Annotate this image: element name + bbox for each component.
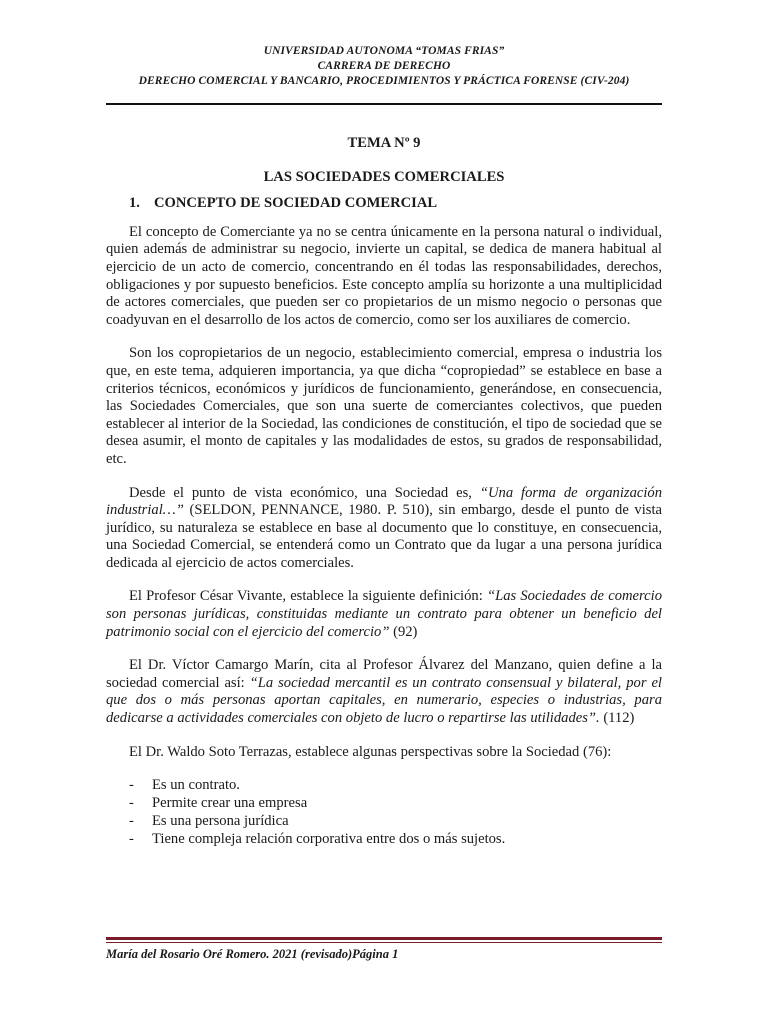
section-number: 1. — [129, 195, 140, 212]
list-marker: - — [129, 795, 134, 812]
page-body — [106, 135, 662, 848]
paragraph-1: El concepto de Comerciante ya no se centra únicamente en la persona natural o individual, quien además de administrar su negocio, invierte un capital, se dedica de manera habitual al ejercicio de un acto de comercio, concentrando en él todas las responsabilidades, derechos, obligaciones y por supuesto beneficios. Este concepto amplía su horizonte a una multiplicidad de actores comerciales, que pueden ser co propietarios de un mismo negocio o personas que coadyuvan en el desarrollo de los actos de comercio, como ser los auxiliares de comercio. — [106, 223, 662, 328]
list-item — [129, 794, 662, 812]
list-marker: - — [129, 831, 134, 848]
page-footer: María del Rosario Oré Romero. 2021 (revisado)Página 1 — [106, 947, 399, 961]
list-marker: - — [129, 813, 134, 830]
paragraph-2: Son los copropietarios de un negocio, establecimiento comercial, empresa o industria los que, en este tema, adquieren importancia, ya que dicha “copropiedad” se establece en base a criterios técnicos, económicos y jurídicos de funcionamiento, generándose, en consecuencia, las Sociedades Comerciales, que son una suerte de comerciantes colectivos, que pueden establecer al interior de la Sociedad, las condiciones de constitución, el tipo de sociedad que se desea asumir, el monto de capitales y las modalidades de estos, su grados de responsabilidad, etc. — [106, 345, 662, 467]
header-university: UNIVERSIDAD AUTONOMA “TOMAS FRIAS” — [263, 45, 505, 57]
paragraph-3 — [106, 485, 662, 573]
paragraph-3-text: Desde el punto de vista económico, una Sociedad es, — [129, 484, 480, 501]
perspectives-list — [106, 776, 662, 848]
paragraph-4 — [106, 588, 662, 641]
footer-divider-thin — [106, 942, 662, 943]
paragraph-5 — [106, 657, 662, 727]
header-course: DERECHO COMERCIAL Y BANCARIO, PROCEDIMIENTOS Y PRÁCTICA FORENSE (CIV-204) — [138, 75, 630, 87]
paragraph-4-quote: “Las Sociedades de comercio son personas jurídicas, constituidas mediante un contrato para obtener un beneficio del patrimonio social con el ejercicio del comercio” — [106, 588, 662, 640]
list-marker: - — [129, 777, 134, 794]
paragraph-6: El Dr. Waldo Soto Terrazas, establece algunas perspectivas sobre la Sociedad (76): — [129, 743, 612, 760]
list-item — [129, 812, 662, 830]
list-item-text: Es un contrato. — [152, 777, 240, 794]
header-divider — [106, 103, 662, 105]
list-item-text: Es una persona jurídica — [152, 813, 289, 830]
list-item-text: Tiene compleja relación corporativa entre dos o más sujetos. — [152, 831, 506, 848]
section-heading — [129, 195, 662, 213]
paragraph-5-quote: “La sociedad mercantil es un contrato consensual y bilateral, por el que dos o más personas aportan capitales, en numerario, especies o industrias, para dedicarse a actividades comerciales con objeto de lucro o repartirse las utilidades”. — [106, 674, 662, 727]
topic-number: TEMA Nº 9 — [347, 135, 421, 151]
list-item — [129, 830, 662, 848]
list-item — [129, 776, 662, 794]
topic-title: LAS SOCIEDADES COMERCIALES — [263, 168, 505, 185]
paragraph-5-citation: (112) — [599, 710, 635, 727]
page-header — [106, 44, 662, 89]
header-career: CARRERA DE DERECHO — [317, 60, 451, 72]
paragraph-3-text-cont: (SELDON, PENNANCE, 1980. P. 510), sin embargo, desde el punto de vista jurídico, su naturaleza se establece en base al documento que lo constituye, en consecuencia, una Sociedad Comercial, se entenderá como un Contrato que da lugar a una persona jurídica dedicada al ejercicio de actos comerciales. — [106, 502, 662, 571]
section-title: CONCEPTO DE SOCIEDAD COMERCIAL — [154, 195, 438, 212]
paragraph-3-quote: “Una forma de organización industrial…” — [106, 484, 662, 519]
paragraph-5-text: El Dr. Víctor Camargo Marín, cita al Profesor Álvarez del Manzano, quien define a la sociedad comercial así: — [106, 657, 662, 691]
footer-divider-thick — [106, 937, 662, 940]
paragraph-4-text: El Profesor César Vivante, establece la siguiente definición: — [129, 588, 487, 605]
paragraph-4-citation: (92) — [389, 623, 418, 640]
list-item-text: Permite crear una empresa — [152, 795, 308, 812]
